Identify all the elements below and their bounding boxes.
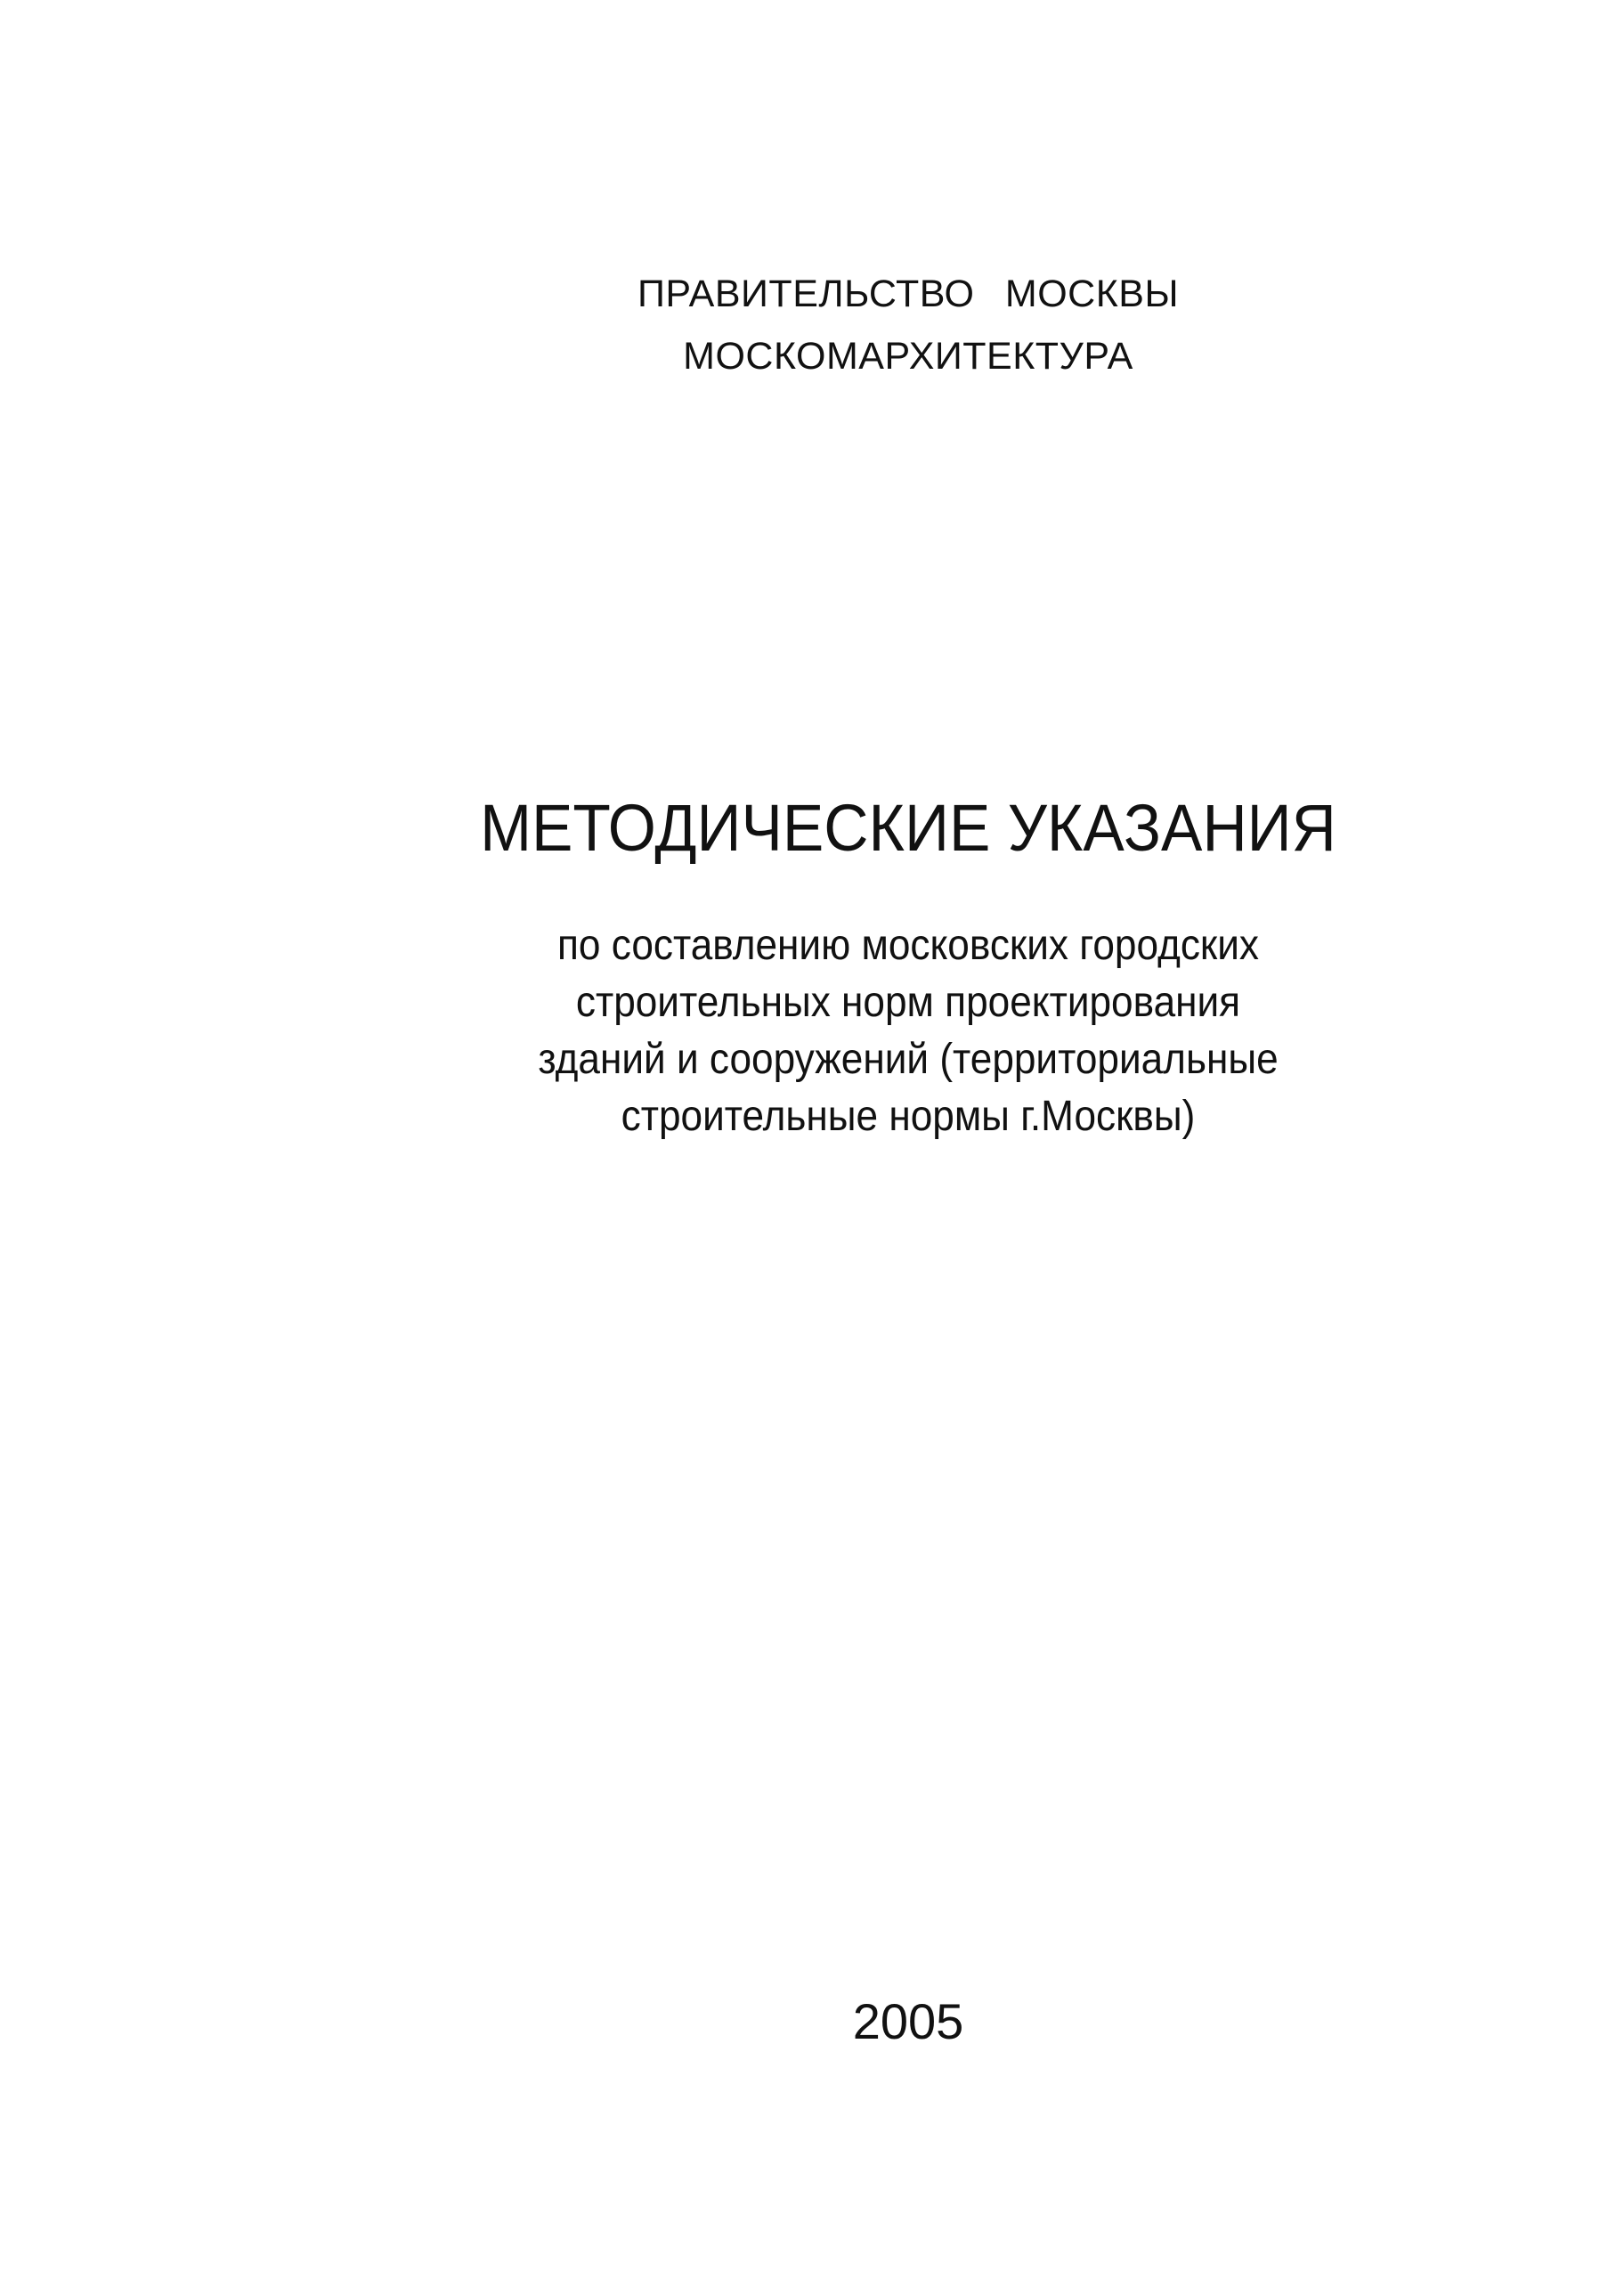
- header-block: [499, 267, 1318, 383]
- title-block: [445, 784, 1371, 873]
- subtitle-line: по составлению московских городских: [557, 922, 1259, 969]
- organization-line-architecture: МОСКОМАРХИТЕКТУРА: [683, 335, 1133, 378]
- subtitle-line: строительные нормы г.Москвы): [621, 1093, 1196, 1140]
- subtitle-line: строительных норм проектирования: [575, 979, 1241, 1026]
- subtitle-block: [445, 917, 1371, 1145]
- organization-line-government: ПРАВИТЕЛЬСТВО МОСКВЫ: [637, 273, 1180, 315]
- publication-year: 2005: [852, 1993, 964, 2049]
- document-title: МЕТОДИЧЕСКИЕ УКАЗАНИЯ: [480, 791, 1336, 865]
- subtitle-line: зданий и сооружений (территориальные: [538, 1036, 1279, 1083]
